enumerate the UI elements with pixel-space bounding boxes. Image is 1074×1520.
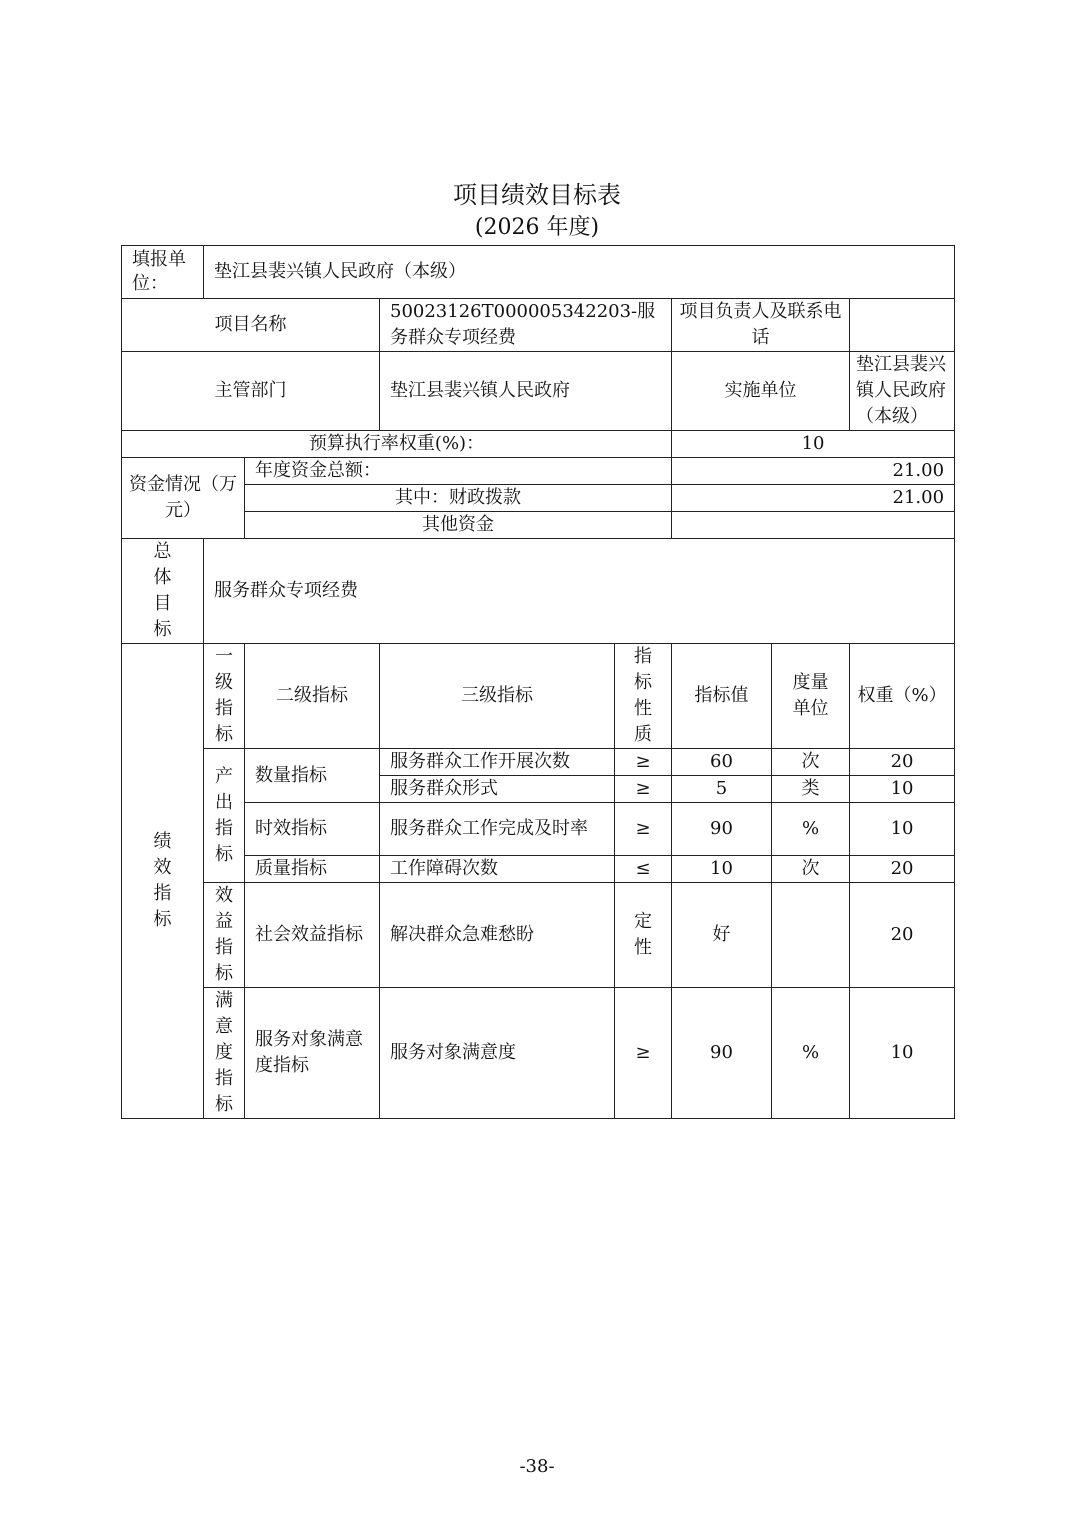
funds-fiscal-row <box>122 485 955 512</box>
table-row <box>122 856 955 883</box>
unit-cell: % <box>772 803 850 856</box>
level3-cell: 服务对象满意度 <box>380 988 615 1119</box>
level3-cell: 工作障碍次数 <box>380 856 615 883</box>
unit-cell: 类 <box>772 776 850 803</box>
funds-other-label: 其他资金 <box>245 512 672 539</box>
level2-cell: 服务对象满意度指标 <box>245 988 380 1119</box>
nature-cell: ≥ <box>615 749 672 776</box>
header-nature: 指标性质 <box>615 644 672 749</box>
weight-cell: 20 <box>850 749 955 776</box>
level2-cell: 时效指标 <box>245 803 380 856</box>
unit-cell: % <box>772 988 850 1119</box>
dept-value: 垫江县裴兴镇人民政府 <box>380 352 672 431</box>
level3-cell: 服务群众工作完成及时率 <box>380 803 615 856</box>
impl-value: 垫江县裴兴镇人民政府（本级） <box>850 352 955 431</box>
nature-cell: ≥ <box>615 776 672 803</box>
performance-table <box>121 245 955 1119</box>
nature-cell: ≥ <box>615 803 672 856</box>
header-level1: 一级指标 <box>204 644 245 749</box>
table-row <box>122 988 955 1119</box>
funds-other-row <box>122 512 955 539</box>
value-cell: 10 <box>672 856 772 883</box>
funds-total-label: 年度资金总额： <box>245 458 672 485</box>
unit-value: 垫江县裴兴镇人民政府（本级） <box>204 246 955 299</box>
goal-row <box>122 539 955 644</box>
level2-cell: 社会效益指标 <box>245 883 380 988</box>
dept-row <box>122 352 955 431</box>
funds-label: 资金情况（万元） <box>122 458 245 539</box>
funds-total-row <box>122 458 955 485</box>
weight-cell: 10 <box>850 776 955 803</box>
unit-cell: 次 <box>772 856 850 883</box>
budget-rate-row <box>122 431 955 458</box>
funds-other-value <box>672 512 955 539</box>
unit-label: 填报单位： <box>122 246 204 299</box>
value-cell: 5 <box>672 776 772 803</box>
goal-text: 服务群众专项经费 <box>204 539 955 644</box>
goal-label: 总体目标 <box>122 539 204 644</box>
project-name-row <box>122 299 955 352</box>
budget-rate-label: 预算执行率权重(%)： <box>122 431 672 458</box>
nature-cell: 定性 <box>615 883 672 988</box>
leader-label: 项目负责人及联系电话 <box>672 299 850 352</box>
header-unit: 度量单位 <box>772 644 850 749</box>
dept-label: 主管部门 <box>122 352 380 431</box>
value-cell: 60 <box>672 749 772 776</box>
unit-cell: 次 <box>772 749 850 776</box>
level2-cell: 数量指标 <box>245 749 380 803</box>
level3-cell: 解决群众急难愁盼 <box>380 883 615 988</box>
nature-cell: ≤ <box>615 856 672 883</box>
project-name-label: 项目名称 <box>122 299 380 352</box>
budget-rate-value: 10 <box>672 431 955 458</box>
table-row <box>122 803 955 856</box>
level3-cell: 服务群众形式 <box>380 776 615 803</box>
value-cell: 好 <box>672 883 772 988</box>
header-weight: 权重（%） <box>850 644 955 749</box>
unit-row <box>122 246 955 299</box>
table-row <box>122 883 955 988</box>
weight-cell: 20 <box>850 883 955 988</box>
table-row <box>122 749 955 776</box>
impl-label: 实施单位 <box>672 352 850 431</box>
value-cell: 90 <box>672 803 772 856</box>
group-satisfaction: 满意度指标 <box>204 988 245 1119</box>
value-cell: 90 <box>672 988 772 1119</box>
group-benefit: 效益指标 <box>204 883 245 988</box>
indicator-header-row <box>122 644 955 749</box>
header-level2: 二级指标 <box>245 644 380 749</box>
page-subtitle: (2026 年度) <box>474 215 600 240</box>
project-name-value: 50023126T000005342203-服务群众专项经费 <box>380 299 672 352</box>
header-level3: 三级指标 <box>380 644 615 749</box>
indicator-section-label: 绩效指标 <box>122 644 204 1119</box>
funds-total-value: 21.00 <box>672 458 955 485</box>
level3-cell: 服务群众工作开展次数 <box>380 749 615 776</box>
leader-value <box>850 299 955 352</box>
weight-cell: 10 <box>850 803 955 856</box>
weight-cell: 10 <box>850 988 955 1119</box>
nature-cell: ≥ <box>615 988 672 1119</box>
funds-fiscal-label: 其中：财政拨款 <box>245 485 672 512</box>
weight-cell: 20 <box>850 856 955 883</box>
group-output: 产出指标 <box>204 749 245 883</box>
level2-cell: 质量指标 <box>245 856 380 883</box>
funds-fiscal-value: 21.00 <box>672 485 955 512</box>
header-value: 指标值 <box>672 644 772 749</box>
unit-cell <box>772 883 850 988</box>
page-title: 项目绩效目标表 <box>453 181 621 209</box>
page-number: -38- <box>519 1456 555 1477</box>
